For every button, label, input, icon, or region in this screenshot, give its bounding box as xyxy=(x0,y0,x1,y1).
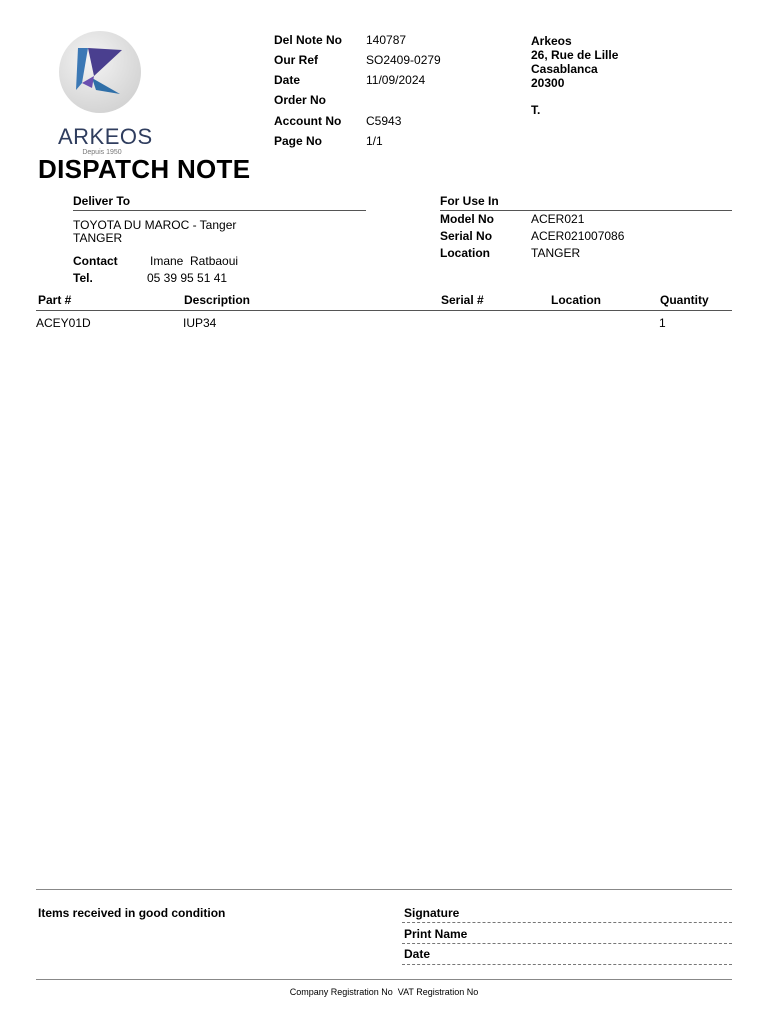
document-title: DISPATCH NOTE xyxy=(38,154,251,184)
column-header-quantity: Quantity xyxy=(660,293,709,307)
table-header-divider xyxy=(36,310,732,311)
footer-top-divider xyxy=(36,889,732,890)
contact-label: Contact xyxy=(73,254,118,268)
signature-label: Signature xyxy=(404,906,460,920)
company-postcode: 20300 xyxy=(531,76,565,90)
del-note-no-value: 140787 xyxy=(366,33,407,47)
location-value: TANGER xyxy=(531,246,581,260)
deliver-to-heading: Deliver To xyxy=(73,194,131,208)
logo-wordmark: ARKEOS xyxy=(58,124,153,149)
date-label: Date xyxy=(274,73,301,87)
for-use-in-heading: For Use In xyxy=(440,194,499,208)
location-label: Location xyxy=(440,246,490,260)
company-phone-label: T. xyxy=(531,103,541,117)
company-address-line1: 26, Rue de Lille xyxy=(531,48,619,62)
model-no-value: ACER021 xyxy=(531,212,585,226)
column-header-description: Description xyxy=(184,293,251,307)
contact-value: Imane Ratbaoui xyxy=(150,254,239,268)
print-name-label: Print Name xyxy=(404,927,468,941)
date-value: 11/09/2024 xyxy=(366,73,426,87)
for-use-in-divider xyxy=(440,210,732,211)
date-line xyxy=(402,964,732,965)
account-no-value: C5943 xyxy=(366,114,402,128)
column-header-part: Part # xyxy=(38,293,72,307)
page-no-value: 1/1 xyxy=(366,134,383,148)
column-header-serial: Serial # xyxy=(441,293,484,307)
signature-line xyxy=(402,922,732,923)
deliver-to-divider xyxy=(73,210,366,211)
received-condition-text: Items received in good condition xyxy=(38,906,226,920)
table-cell-description: IUP34 xyxy=(183,316,217,330)
serial-no-label: Serial No xyxy=(440,229,493,243)
column-header-location: Location xyxy=(551,293,601,307)
table-cell-part: ACEY01D xyxy=(36,316,91,330)
footer-date-label: Date xyxy=(404,947,431,961)
company-name: Arkeos xyxy=(531,34,572,48)
tel-label: Tel. xyxy=(73,271,93,285)
model-no-label: Model No xyxy=(440,212,494,226)
deliver-to-name: TOYOTA DU MAROC - Tanger xyxy=(73,218,237,232)
print-name-line xyxy=(402,943,732,944)
registration-text: Company Registration No VAT Registration No xyxy=(289,987,479,997)
page-no-label: Page No xyxy=(274,134,323,148)
order-no-label: Order No xyxy=(274,93,327,107)
logo-mark-icon xyxy=(36,28,166,128)
footer-bottom-divider xyxy=(36,979,732,980)
logo-tagline: Depuis 1950 xyxy=(82,149,122,156)
account-no-label: Account No xyxy=(274,114,342,128)
del-note-no-label: Del Note No xyxy=(274,33,343,47)
serial-no-value: ACER021007086 xyxy=(531,229,625,243)
our-ref-value: SO2409-0279 xyxy=(366,53,441,67)
table-cell-quantity: 1 xyxy=(659,316,666,330)
company-address-line2: Casablanca xyxy=(531,62,598,76)
tel-value: 05 39 95 51 41 xyxy=(147,271,228,285)
deliver-to-city: TANGER xyxy=(73,231,123,245)
our-ref-label: Our Ref xyxy=(274,53,319,67)
